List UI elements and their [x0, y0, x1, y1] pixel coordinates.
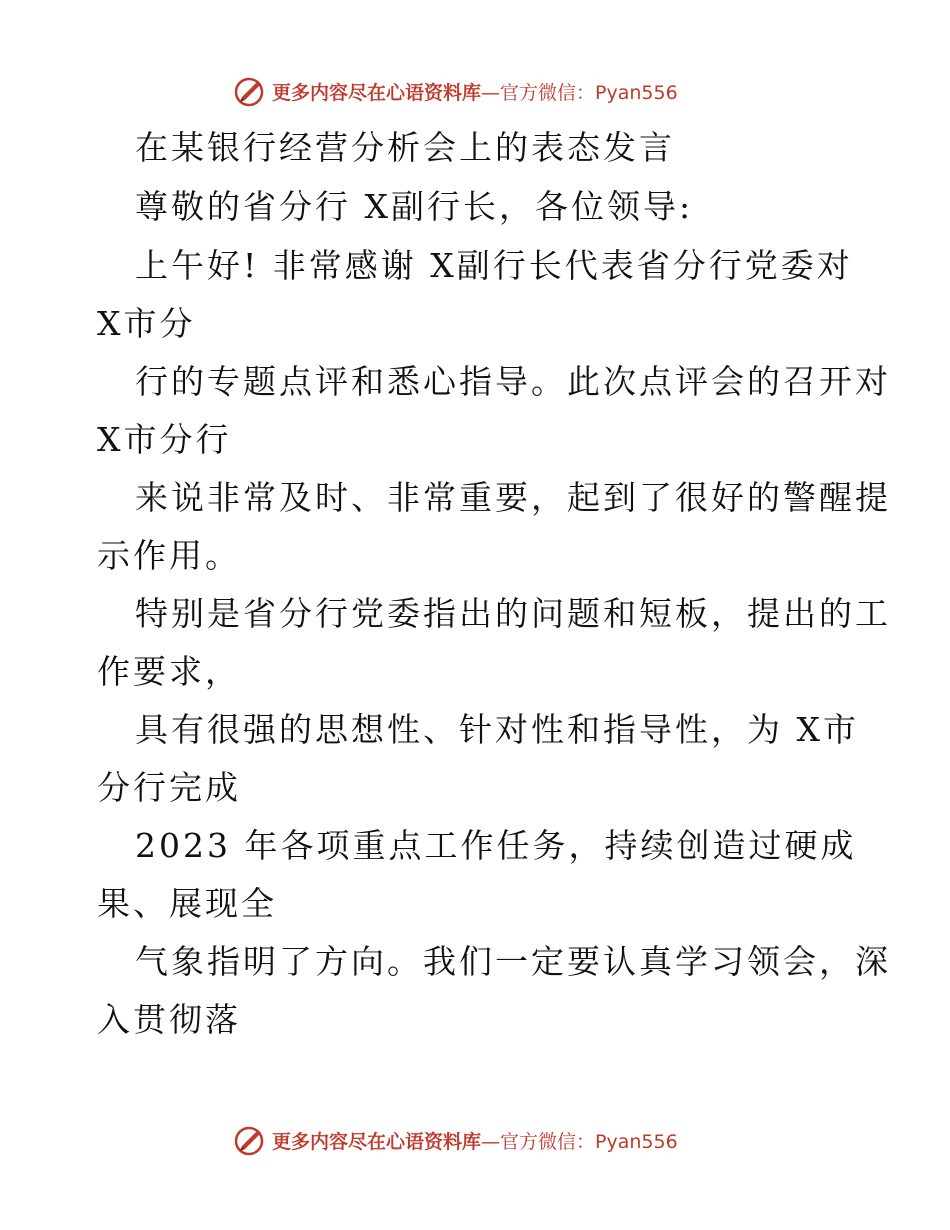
- watermark-text: 更多内容尽在心语资料库: [272, 81, 482, 104]
- text-line: X市分: [97, 304, 196, 343]
- document-title: 在某银行经营分析会上的表态发言: [135, 128, 675, 167]
- watermark-footer: [232, 1120, 678, 1160]
- text-line: 分行完成: [97, 768, 241, 807]
- text-line: 上午好! 非常感谢 X副行长代表省分行党委对: [135, 246, 853, 285]
- watermark-text: 更多内容尽在心语资料库: [272, 1130, 482, 1153]
- pen-in-circle-icon: [232, 1122, 268, 1158]
- text-line: 作要求，: [97, 652, 241, 691]
- text-line: 来说非常及时、非常重要，起到了很好的警醒提: [135, 478, 891, 517]
- text-line: 特别是省分行党委指出的问题和短板，提出的工: [135, 594, 891, 633]
- text-line: X市分行: [97, 420, 232, 459]
- text-line: 具有很强的思想性、针对性和指导性，为 X市: [135, 710, 859, 749]
- text-line: 2023 年各项重点工作任务，持续创造过硬成: [135, 826, 857, 865]
- text-line: 示作用。: [97, 536, 241, 575]
- pen-in-circle-icon: [232, 73, 268, 109]
- salutation-line: 尊敬的省分行 X副行长，各位领导:: [135, 187, 694, 226]
- text-line: 行的专题点评和悉心指导。此次点评会的召开对: [135, 362, 891, 401]
- watermark-contact: —官方微信：Pyan556: [481, 1130, 678, 1153]
- watermark-header: [232, 71, 678, 111]
- text-line: 果、展现全: [97, 884, 277, 923]
- text-line: 入贯彻落: [97, 1000, 241, 1039]
- watermark-contact: —官方微信：Pyan556: [481, 81, 678, 104]
- text-line: 气象指明了方向。我们一定要认真学习领会，深: [135, 942, 891, 981]
